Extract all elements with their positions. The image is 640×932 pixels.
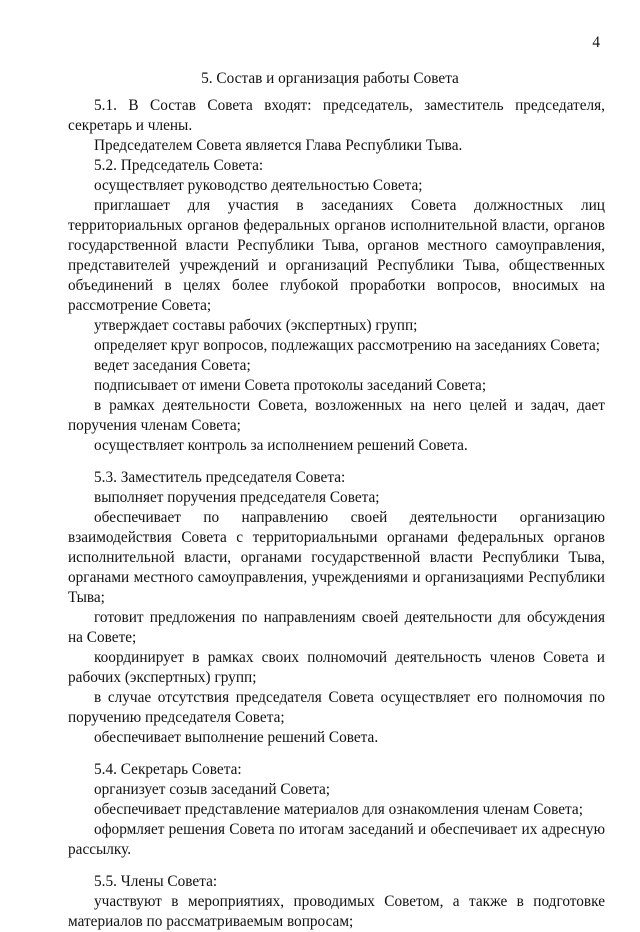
spacer <box>68 456 605 468</box>
paragraph: координирует в рамках своих полномочий деятельность членов Совета и рабочих (экспертных) групп; <box>68 649 605 686</box>
paragraph: подписывает от имени Совета протоколы заседаний Совета; <box>94 377 487 394</box>
paragraph: выполняет поручения председателя Совета; <box>94 489 380 506</box>
paragraph: в случае отсутствия председателя Совета осуществляет его полномочия по поручению председателя Совета; <box>68 689 605 726</box>
paragraph: обеспечивает представление материалов для ознакомления членам Совета; <box>94 801 583 818</box>
paragraph: ведет заседания Совета; <box>94 357 251 374</box>
paragraph: утверждает составы рабочих (экспертных) групп; <box>94 317 418 334</box>
subsection-heading: 5.4. Секретарь Совета: <box>94 761 242 778</box>
document-body <box>68 96 605 932</box>
paragraph: осуществляет руководство деятельностью Совета; <box>94 177 423 194</box>
paragraph: 5.1. В Состав Совета входят: председатель, заместитель председателя, секретарь и члены. <box>68 97 605 134</box>
subsection-heading: 5.5. Члены Совета: <box>94 873 218 890</box>
spacer <box>68 748 605 760</box>
paragraph: обеспечивает по направлению своей деятельности организацию взаимодействия Совета с территориальными органами федеральных органов исполнительной власти, органами государственной власти Республики Тыва, органами местного самоуправления, учреждениями и организациями Республики Тыва; <box>68 509 605 606</box>
section-heading: 5. Состав и организация работы Совета <box>201 70 459 87</box>
subsection-heading: 5.2. Председатель Совета: <box>94 157 264 174</box>
paragraph: организует созыв заседаний Совета; <box>94 781 331 798</box>
paragraph: оформляет решения Совета по итогам заседаний и обеспечивает их адресную рассылку. <box>68 821 605 858</box>
paragraph: Председателем Совета является Глава Республики Тыва. <box>94 137 463 154</box>
paragraph: в рамках деятельности Совета, возложенных на него целей и задач, дает поручения членам Совета; <box>68 397 605 434</box>
page-number: 4 <box>592 34 600 51</box>
paragraph: обеспечивает выполнение решений Совета. <box>94 729 379 746</box>
paragraph: осуществляет контроль за исполнением решений Совета. <box>94 437 468 454</box>
paragraph: готовит предложения по направлениям своей деятельности для обсуждения на Совете; <box>68 609 605 646</box>
paragraph: участвуют в мероприятиях, проводимых Советом, а также в подготовке материалов по рассматриваемым вопросам; <box>68 893 605 930</box>
paragraph: определяет круг вопросов, подлежащих рассмотрению на заседаниях Совета; <box>94 337 600 354</box>
paragraph: приглашает для участия в заседаниях Совета должностных лиц территориальных органов федеральных органов исполнительной власти, органов государственной власти Республики Тыва, органов местного самоуправления, представителей учреждений и организаций Республики Тыва, общественных объединений в целях более глубокой проработки вопросов, вносимых на рассмотрение Совета; <box>68 197 605 314</box>
subsection-heading: 5.3. Заместитель председателя Совета: <box>94 469 346 486</box>
spacer <box>68 860 605 872</box>
